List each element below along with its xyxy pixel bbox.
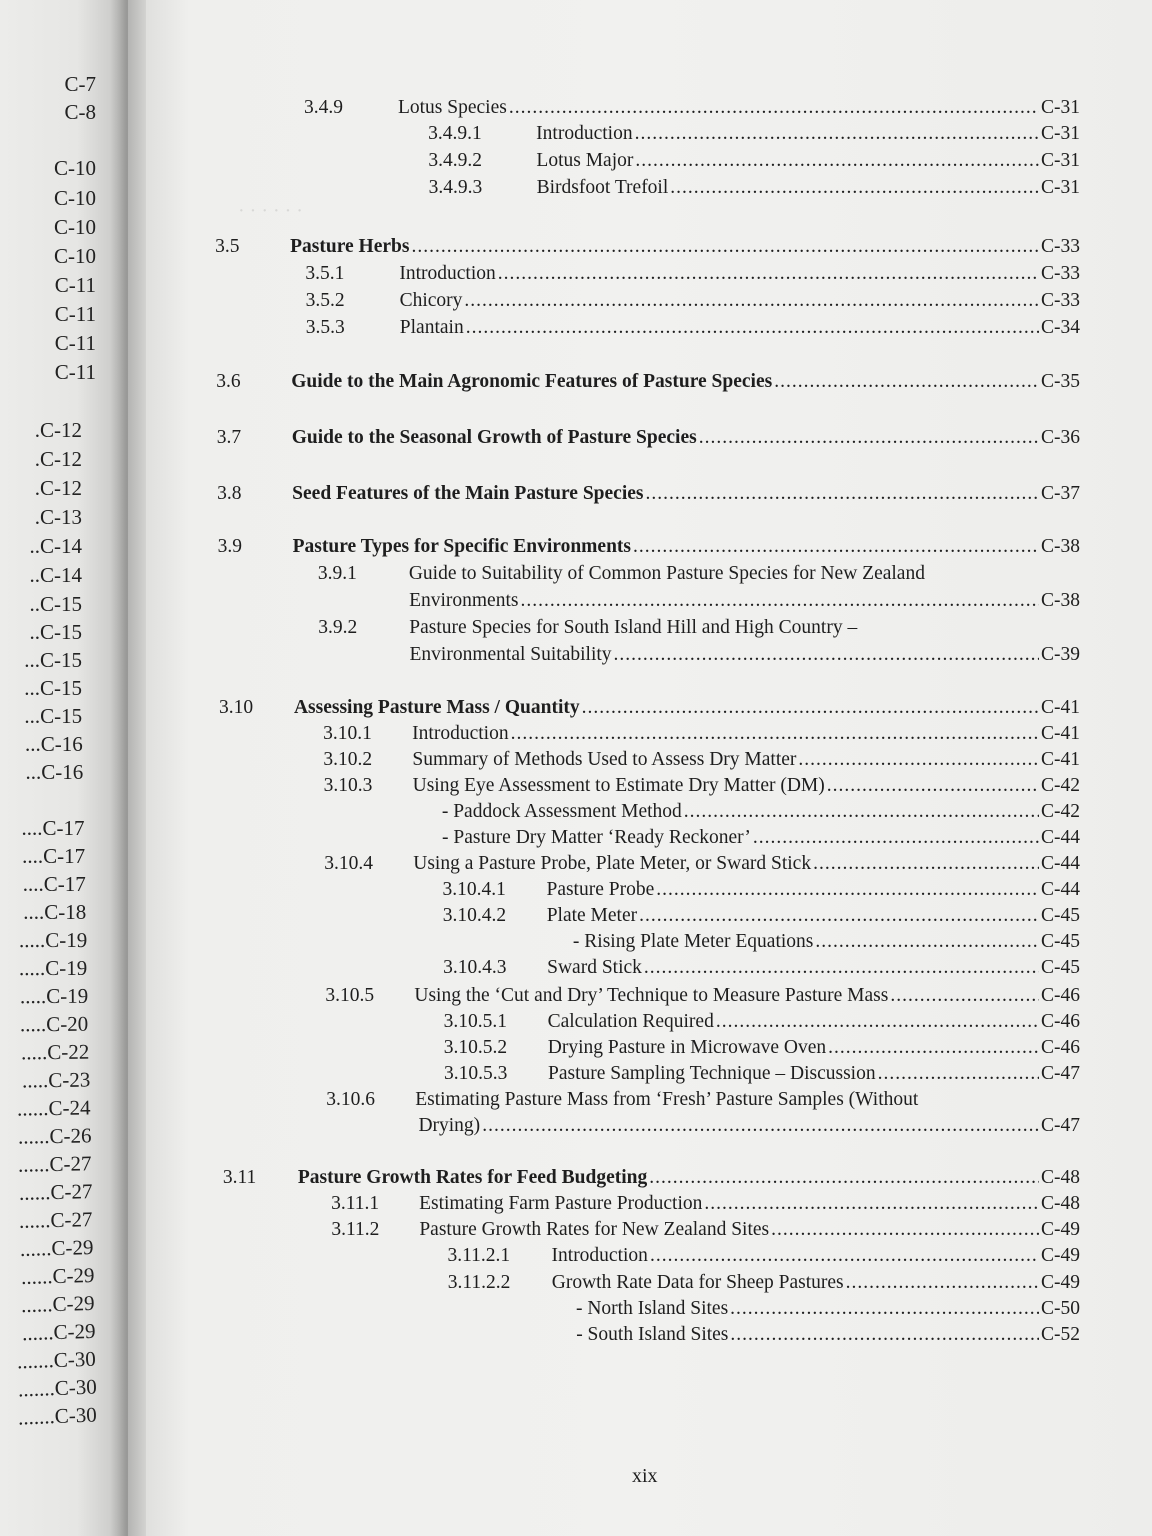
toc-title: Calculation Required <box>547 1011 714 1032</box>
toc-number: 3.7 <box>216 427 242 448</box>
toc-title: Plantain <box>399 317 464 338</box>
facing-page-number: ...C-15 <box>24 648 82 672</box>
toc-page-number: C-38 <box>1041 536 1080 557</box>
toc-number: 3.5.3 <box>305 317 345 338</box>
toc-number: 3.4.9.2 <box>428 150 483 171</box>
facing-page-number: ..C-15 <box>29 620 82 644</box>
bleed-through-text: · · · · · · <box>238 200 303 222</box>
facing-page-number: .....C-19 <box>19 983 89 1009</box>
facing-page-number: ...C-15 <box>24 676 82 700</box>
toc-number: 3.10.3 <box>323 775 373 796</box>
toc-title: Guide to the Seasonal Growth of Pasture Species <box>291 427 697 448</box>
facing-page-number: .....C-19 <box>19 955 88 981</box>
toc-number: 3.6 <box>216 371 241 392</box>
toc-page-number: C-45 <box>1040 957 1080 978</box>
toc-title: Plate Meter <box>546 905 638 926</box>
toc-page-number: C-46 <box>1040 1037 1080 1058</box>
toc-number: 3.10.5.2 <box>443 1037 508 1058</box>
dot-leader <box>828 1036 1039 1060</box>
toc-title: Introduction <box>399 263 496 284</box>
left-page <box>0 0 128 1536</box>
toc-number: 3.4.9.1 <box>428 123 482 144</box>
dot-leader <box>827 774 1039 798</box>
toc-title: Pasture Probe <box>546 879 655 900</box>
toc-page-number: C-41 <box>1040 697 1080 718</box>
toc-title: Seed Features of the Main Pasture Species <box>292 483 644 504</box>
toc-page-number: C-38 <box>1040 590 1080 611</box>
facing-page-number: ......C-29 <box>20 1290 96 1318</box>
toc-page-number: C-45 <box>1040 931 1080 952</box>
toc-title: Using the ‘Cut and Dry’ Technique to Measure Pasture Mass <box>414 985 889 1006</box>
toc-page-number: C-49 <box>1040 1272 1080 1293</box>
facing-page-number: ......C-26 <box>17 1123 92 1149</box>
facing-page-number: .....C-20 <box>20 1011 89 1037</box>
facing-page-number: ...C-16 <box>24 732 83 756</box>
dot-leader <box>464 289 1039 313</box>
toc-page-number: C-46 <box>1040 985 1080 1006</box>
toc-title: Pasture Herbs <box>290 236 410 257</box>
dot-leader <box>639 904 1039 928</box>
toc-page-number: C-47 <box>1040 1115 1080 1136</box>
toc-title: Estimating Pasture Mass from ‘Fresh’ Pasture Samples (Without <box>415 1089 919 1110</box>
toc-page-number: C-44 <box>1040 879 1080 900</box>
toc-number: 3.10.4 <box>324 853 374 874</box>
toc-number: 3.10.1 <box>323 723 372 744</box>
dot-leader <box>614 643 1039 667</box>
toc-number: 3.9.1 <box>317 563 357 584</box>
toc-title: Birdsfoot Trefoil <box>536 177 669 198</box>
toc-number: 3.10.5.3 <box>444 1063 508 1084</box>
toc-page-number: C-42 <box>1040 775 1080 796</box>
facing-page-number: C-11 <box>54 273 96 297</box>
toc-page-number: C-31 <box>1040 97 1080 118</box>
facing-page-number: C-7 <box>64 72 96 96</box>
toc-title: - North Island Sites <box>575 1298 729 1319</box>
toc-number: 3.10.4.3 <box>443 957 507 978</box>
dot-leader <box>498 262 1039 286</box>
toc-number: 3.4.9.3 <box>428 177 483 198</box>
facing-page-number: ......C-29 <box>20 1262 95 1290</box>
toc-title: - Pasture Dry Matter ‘Ready Reckoner’ <box>442 827 751 848</box>
toc-number: 3.9 <box>217 536 242 557</box>
dot-leader <box>482 1114 1039 1138</box>
facing-page-number: C-10 <box>54 186 96 210</box>
dot-leader <box>815 930 1039 954</box>
facing-page-number: ......C-27 <box>17 1151 92 1177</box>
facing-page-number: C-10 <box>54 244 96 268</box>
dot-leader <box>646 482 1039 506</box>
toc-number: 3.9.2 <box>318 617 358 638</box>
facing-page-number: C-10 <box>54 215 96 239</box>
facing-page-number: ......C-29 <box>21 1318 96 1346</box>
dot-leader <box>798 748 1039 772</box>
facing-page-number: ....C-17 <box>22 872 86 896</box>
dot-leader <box>878 1062 1039 1086</box>
facing-page-number: .......C-30 <box>17 1374 97 1402</box>
dot-leader <box>716 1010 1039 1034</box>
dot-leader <box>813 852 1039 876</box>
toc-number: 3.10.4.1 <box>442 879 506 900</box>
toc-title: Environmental Suitability <box>409 644 612 665</box>
toc-title: Pasture Types for Specific Environments <box>292 536 631 557</box>
toc-number: 3.10.6 <box>326 1089 375 1110</box>
toc-page-number: C-48 <box>1040 1167 1080 1188</box>
toc-page-number: C-45 <box>1040 905 1080 926</box>
toc-page-number: C-36 <box>1040 427 1080 448</box>
toc-page-number: C-50 <box>1040 1298 1080 1319</box>
toc-page-number: C-46 <box>1040 1011 1080 1032</box>
dot-leader <box>670 176 1039 200</box>
toc-title: Sward Stick <box>547 957 642 978</box>
facing-page-number: C-11 <box>54 302 96 326</box>
facing-page-number: ......C-27 <box>18 1179 93 1205</box>
toc-title: Introduction <box>536 123 633 144</box>
toc-page-number: C-47 <box>1040 1063 1080 1084</box>
facing-page-number: .....C-22 <box>20 1039 90 1065</box>
toc-page-number: C-39 <box>1040 644 1080 665</box>
toc-number: 3.10 <box>218 697 254 718</box>
dot-leader <box>704 1192 1039 1216</box>
toc-page-number: C-49 <box>1040 1219 1080 1240</box>
toc-title: - Paddock Assessment Method <box>441 801 682 822</box>
toc-number: 3.10.5 <box>325 985 375 1006</box>
toc-page-number: C-31 <box>1040 123 1080 144</box>
toc-page-number: C-31 <box>1040 177 1080 198</box>
dot-leader <box>649 1166 1039 1190</box>
toc-title: Using Eye Assessment to Estimate Dry Matter (DM) <box>412 775 825 796</box>
facing-page-number: ..C-14 <box>29 534 82 558</box>
dot-leader <box>771 1218 1039 1242</box>
toc-page-number: C-48 <box>1040 1193 1080 1214</box>
toc-number: 3.11 <box>222 1167 257 1188</box>
toc-number: 3.10.5.1 <box>443 1011 507 1032</box>
facing-page-number: .C-13 <box>34 505 82 529</box>
facing-page-number: ....C-17 <box>21 816 85 840</box>
facing-page-number: ......C-24 <box>16 1095 91 1121</box>
dot-leader <box>635 149 1039 173</box>
toc-page-number: C-44 <box>1040 853 1080 874</box>
facing-page-number: ....C-17 <box>22 844 86 868</box>
toc-number: 3.11.2.2 <box>447 1272 511 1293</box>
toc-title: Pasture Growth Rates for Feed Budgeting <box>297 1167 648 1188</box>
dot-leader <box>730 1323 1039 1347</box>
toc-page-number: C-35 <box>1041 371 1080 392</box>
toc-title: Using a Pasture Probe, Plate Meter, or Sward Stick <box>413 853 812 874</box>
toc-title: Summary of Methods Used to Assess Dry Matter <box>412 749 797 770</box>
facing-page-number: ......C-29 <box>19 1235 94 1261</box>
facing-page-number: C-11 <box>54 360 96 384</box>
facing-page-number: .....C-19 <box>18 927 87 953</box>
toc-title: Assessing Pasture Mass / Quantity <box>293 697 580 718</box>
toc-page-number: C-34 <box>1040 317 1080 338</box>
facing-page-number: C-8 <box>64 100 96 124</box>
toc-title: Guide to Suitability of Common Pasture Species for New Zealand <box>408 563 925 584</box>
facing-page-number: ....C-18 <box>23 900 87 924</box>
facing-page-number: .....C-23 <box>21 1067 91 1093</box>
facing-page-number: ..C-14 <box>29 563 82 587</box>
toc-number: 3.11.1 <box>331 1193 380 1214</box>
toc-title: Drying) <box>418 1115 481 1136</box>
facing-page-number: ......C-27 <box>19 1207 94 1233</box>
dot-leader <box>520 589 1039 613</box>
toc-page-number: C-49 <box>1040 1245 1080 1266</box>
page-number: xix <box>632 1465 658 1487</box>
toc-number: 3.10.2 <box>323 749 373 770</box>
facing-page-number: C-11 <box>54 331 96 355</box>
dot-leader <box>684 800 1039 824</box>
dot-leader <box>633 535 1039 559</box>
toc-number: 3.10.4.2 <box>442 905 507 926</box>
toc-page-number: C-31 <box>1040 150 1080 171</box>
toc-title: - South Island Sites <box>576 1324 729 1345</box>
dot-leader <box>699 426 1039 450</box>
toc-page-number: C-33 <box>1040 290 1080 311</box>
toc-title: Pasture Species for South Island Hill and High Country – <box>409 617 858 638</box>
book-gutter <box>110 0 146 1536</box>
toc-title: Guide to the Main Agronomic Features of Pasture Species <box>291 371 773 392</box>
toc-number: 3.4.9 <box>303 97 343 118</box>
facing-page-number: .C-12 <box>34 418 82 442</box>
toc-title: Introduction <box>412 723 509 744</box>
toc-page-number: C-41 <box>1040 723 1080 744</box>
toc-number: 3.11.2.1 <box>447 1245 511 1266</box>
toc-title: Drying Pasture in Microwave Oven <box>547 1037 827 1058</box>
toc-title: Environments <box>409 590 519 611</box>
facing-page-number: ...C-16 <box>25 760 84 784</box>
dot-leader <box>582 696 1039 720</box>
dot-leader <box>774 370 1039 394</box>
toc-page-number: C-37 <box>1040 483 1080 504</box>
dot-leader <box>511 722 1039 746</box>
dot-leader <box>466 316 1039 340</box>
toc-title: Lotus Major <box>536 150 634 171</box>
toc-page-number: C-44 <box>1040 827 1080 848</box>
dot-leader <box>509 96 1039 120</box>
toc-title: - Rising Plate Meter Equations <box>572 931 814 952</box>
toc-number: 3.8 <box>217 483 242 504</box>
facing-page-number: .......C-30 <box>17 1402 98 1430</box>
dot-leader <box>753 826 1039 850</box>
toc-number: 3.5.2 <box>305 290 345 311</box>
dot-leader <box>635 122 1039 146</box>
facing-page-number: ..C-15 <box>29 592 82 616</box>
toc-title: Pasture Sampling Technique – Discussion <box>548 1063 876 1084</box>
toc-title: Chicory <box>399 290 463 311</box>
facing-page-number: .C-12 <box>34 476 82 500</box>
toc-title: Lotus Species <box>397 97 507 118</box>
facing-page-number: C-10 <box>54 156 96 180</box>
facing-page-number: .......C-30 <box>16 1346 97 1374</box>
toc-title: Growth Rate Data for Sheep Pastures <box>551 1272 844 1293</box>
facing-page-number: .C-12 <box>34 447 82 471</box>
toc-page-number: C-33 <box>1041 236 1080 257</box>
toc-title: Pasture Growth Rates for New Zealand Sites <box>419 1219 770 1240</box>
toc-title: Estimating Farm Pasture Production <box>419 1193 703 1214</box>
facing-page-number: ...C-15 <box>24 704 83 728</box>
toc-page-number: C-41 <box>1040 749 1080 770</box>
toc-page-number: C-33 <box>1040 263 1080 284</box>
toc-number: 3.11.2 <box>331 1219 380 1240</box>
dot-leader <box>846 1271 1039 1295</box>
dot-leader <box>644 956 1039 980</box>
toc-number: 3.5.1 <box>305 263 345 284</box>
dot-leader <box>656 878 1039 902</box>
dot-leader <box>890 984 1039 1008</box>
dot-leader <box>411 235 1039 259</box>
toc-page-number: C-42 <box>1040 801 1080 822</box>
toc-title: Introduction <box>551 1245 648 1266</box>
dot-leader <box>650 1244 1039 1268</box>
dot-leader <box>730 1297 1039 1321</box>
toc-page-number: C-52 <box>1040 1324 1080 1345</box>
toc-number: 3.5 <box>215 236 240 257</box>
